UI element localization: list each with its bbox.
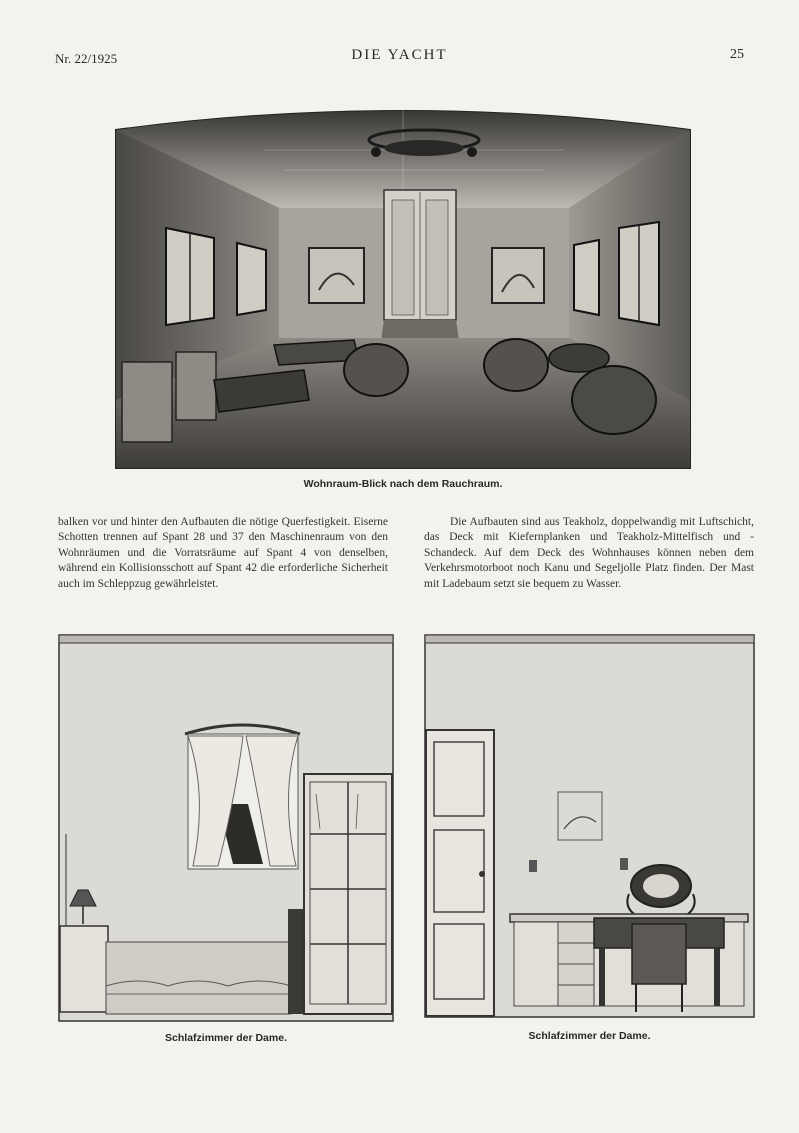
left-paragraph: balken vor und hinter den Aufbauten die nötige Querfestigkeit. Eiserne Schotten trennen auf Spant 28 und 37 den Maschinenraum von den Wohnräumen und die Vorratsräume auf Spant 4 von denselben, während ein Kollisionsschott auf Spant 42 die erforderliche Sicherheit auch im Schleppzug gewährleistet. [58, 516, 388, 590]
left-text-column [58, 515, 388, 592]
living-room-illustration [114, 100, 692, 470]
bedroom-window-illustration [58, 634, 394, 1022]
page-number: 25 [730, 47, 744, 62]
bottom-right-caption: Schlafzimmer der Dame. [528, 1030, 651, 1042]
right-paragraph: Die Aufbauten sind aus Teakholz, doppelwandig mit Luftschicht, das Deck mit Kiefernplanken und Teakholz-Mittelfisch und -Schandeck. Auf dem Deck des Wohnhauses können neben dem Verkehrsmotorboot noch Kanu und Segeljolle Platz finden. Der Mast mit Ladebaum setzt sie bequem zu Wasser. [424, 516, 754, 590]
bedroom-dressing-table-illustration [424, 634, 755, 1018]
top-figure-caption: Wohnraum-Blick nach dem Rauchraum. [303, 478, 503, 490]
issue-number: Nr. 22/1925 [55, 51, 118, 66]
right-text-column [424, 515, 754, 592]
bottom-left-caption: Schlafzimmer der Dame. [165, 1032, 287, 1044]
magazine-title: DIE YACHT [351, 47, 448, 63]
